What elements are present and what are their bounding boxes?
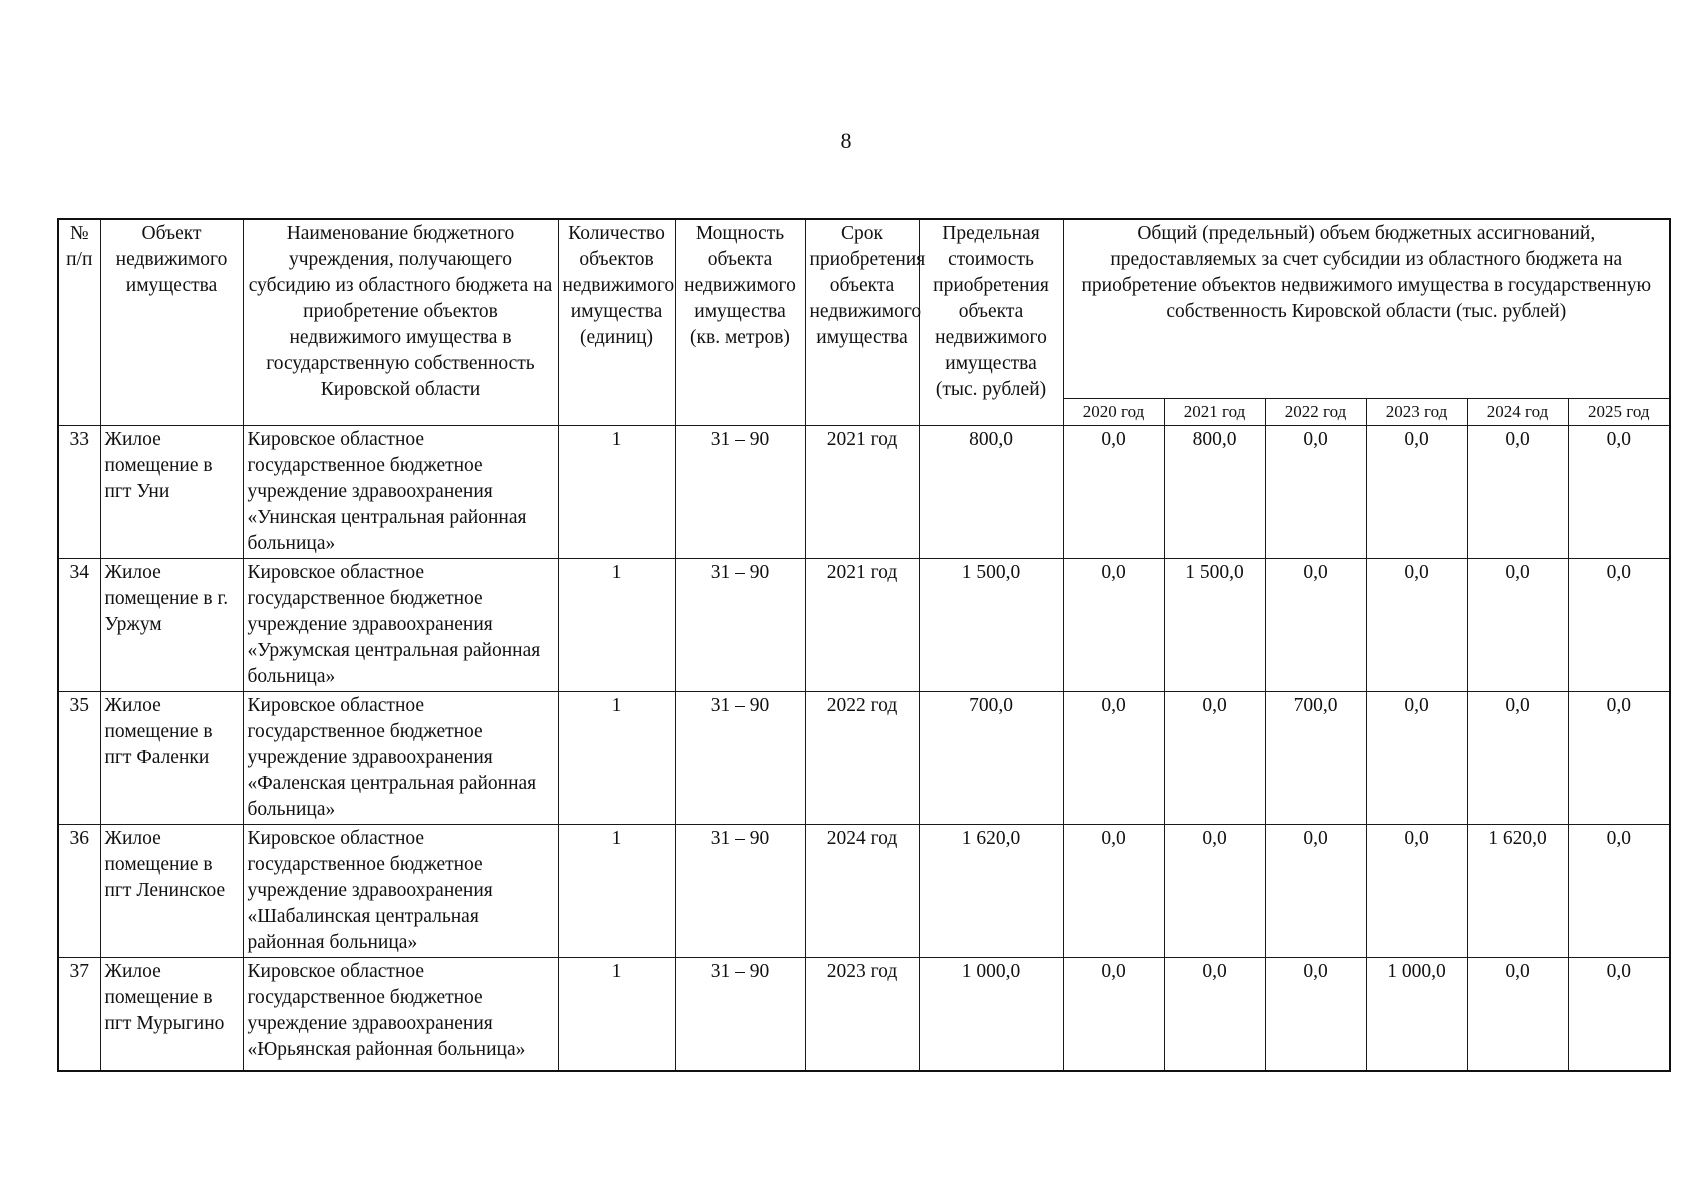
- cell-year-2025: 0,0: [1568, 692, 1670, 825]
- table-row: [58, 559, 1670, 692]
- cell-year-2022: 0,0: [1265, 426, 1366, 559]
- cell-year-2025: 0,0: [1568, 825, 1670, 958]
- cell-period: 2021 год: [805, 426, 919, 559]
- table-header: [58, 219, 1670, 426]
- cell-year-2022: 0,0: [1265, 825, 1366, 958]
- cell-year-2021: 800,0: [1164, 426, 1265, 559]
- cell-num: 37: [58, 958, 100, 1072]
- cell-year-2022: 0,0: [1265, 559, 1366, 692]
- cell-year-2022: 0,0: [1265, 958, 1366, 1072]
- cell-cost: 1 000,0: [919, 958, 1063, 1072]
- cell-cost: 1 500,0: [919, 559, 1063, 692]
- cell-year-2021: 1 500,0: [1164, 559, 1265, 692]
- header-object: Объект недвижимого имущества: [100, 219, 243, 426]
- header-year: 2025 год: [1568, 399, 1670, 426]
- cell-year-2021: 0,0: [1164, 825, 1265, 958]
- cell-year-2024: 0,0: [1467, 958, 1568, 1072]
- cell-institution: Кировское областное государственное бюджетное учреждение здравоохранения «Унинская центральная районная больница»: [243, 426, 558, 559]
- cell-institution: Кировское областное государственное бюджетное учреждение здравоохранения «Шабалинская центральная районная больница»: [243, 825, 558, 958]
- cell-year-2020: 0,0: [1063, 426, 1164, 559]
- cell-year-2023: 0,0: [1366, 426, 1467, 559]
- cell-capacity: 31 – 90: [675, 559, 805, 692]
- cell-object: Жилое помещение в пгт Фаленки: [100, 692, 243, 825]
- header-institution: Наименование бюджетного учреждения, получающего субсидию из областного бюджета на приобретение объектов недвижимого имущества в государственную собственность Кировской области: [243, 219, 558, 426]
- header-year: 2022 год: [1265, 399, 1366, 426]
- cell-year-2020: 0,0: [1063, 559, 1164, 692]
- cell-capacity: 31 – 90: [675, 692, 805, 825]
- cell-year-2023: 0,0: [1366, 559, 1467, 692]
- header-cost: Предельная стоимость приобретения объекта недвижимого имущества (тыс. рублей): [919, 219, 1063, 426]
- cell-count: 1: [558, 559, 675, 692]
- cell-num: 35: [58, 692, 100, 825]
- cell-year-2021: 0,0: [1164, 958, 1265, 1072]
- cell-institution: Кировское областное государственное бюджетное учреждение здравоохранения «Фаленская центральная районная больница»: [243, 692, 558, 825]
- header-year: 2021 год: [1164, 399, 1265, 426]
- cell-num: 34: [58, 559, 100, 692]
- cell-count: 1: [558, 426, 675, 559]
- header-count: Количество объектов недвижимого имущества (единиц): [558, 219, 675, 426]
- cell-object: Жилое помещение в пгт Ленинское: [100, 825, 243, 958]
- cell-year-2020: 0,0: [1063, 958, 1164, 1072]
- cell-year-2023: 0,0: [1366, 825, 1467, 958]
- cell-num: 33: [58, 426, 100, 559]
- header-capacity: Мощность объекта недвижимого имущества (кв. метров): [675, 219, 805, 426]
- cell-year-2020: 0,0: [1063, 825, 1164, 958]
- cell-institution: Кировское областное государственное бюджетное учреждение здравоохранения «Юрьянская районная больница»: [243, 958, 558, 1072]
- cell-year-2021: 0,0: [1164, 692, 1265, 825]
- table-row: [58, 692, 1670, 825]
- header-total-allocations: Общий (предельный) объем бюджетных ассигнований, предоставляемых за счет субсидии из областного бюджета на приобретение объектов недвижимого имущества в государственную собственность Кировской области (тыс. рублей): [1063, 219, 1670, 399]
- header-year: 2024 год: [1467, 399, 1568, 426]
- cell-count: 1: [558, 825, 675, 958]
- cell-institution: Кировское областное государственное бюджетное учреждение здравоохранения «Уржумская центральная районная больница»: [243, 559, 558, 692]
- header-num: № п/п: [58, 219, 100, 426]
- cell-cost: 700,0: [919, 692, 1063, 825]
- cell-year-2025: 0,0: [1568, 426, 1670, 559]
- cell-num: 36: [58, 825, 100, 958]
- cell-year-2024: 0,0: [1467, 426, 1568, 559]
- header-year: 2020 год: [1063, 399, 1164, 426]
- cell-year-2020: 0,0: [1063, 692, 1164, 825]
- budget-allocation-table: [57, 218, 1671, 1072]
- cell-cost: 800,0: [919, 426, 1063, 559]
- cell-cost: 1 620,0: [919, 825, 1063, 958]
- cell-period: 2021 год: [805, 559, 919, 692]
- header-year: 2023 год: [1366, 399, 1467, 426]
- cell-year-2025: 0,0: [1568, 958, 1670, 1072]
- cell-year-2024: 0,0: [1467, 692, 1568, 825]
- table-row: [58, 426, 1670, 559]
- cell-object: Жилое помещение в пгт Мурыгино: [100, 958, 243, 1072]
- cell-year-2023: 1 000,0: [1366, 958, 1467, 1072]
- cell-object: Жилое помещение в пгт Уни: [100, 426, 243, 559]
- table-row: [58, 958, 1670, 1072]
- cell-year-2023: 0,0: [1366, 692, 1467, 825]
- cell-year-2022: 700,0: [1265, 692, 1366, 825]
- table-row: [58, 825, 1670, 958]
- cell-capacity: 31 – 90: [675, 958, 805, 1072]
- cell-year-2024: 1 620,0: [1467, 825, 1568, 958]
- header-period: Срок приобретения объекта недвижимого имущества: [805, 219, 919, 426]
- cell-year-2025: 0,0: [1568, 559, 1670, 692]
- cell-period: 2024 год: [805, 825, 919, 958]
- cell-count: 1: [558, 692, 675, 825]
- cell-capacity: 31 – 90: [675, 825, 805, 958]
- cell-capacity: 31 – 90: [675, 426, 805, 559]
- page-number: 8: [840, 128, 852, 153]
- cell-period: 2022 год: [805, 692, 919, 825]
- cell-period: 2023 год: [805, 958, 919, 1072]
- table-body: [58, 426, 1670, 1072]
- cell-year-2024: 0,0: [1467, 559, 1568, 692]
- cell-count: 1: [558, 958, 675, 1072]
- cell-object: Жилое помещение в г. Уржум: [100, 559, 243, 692]
